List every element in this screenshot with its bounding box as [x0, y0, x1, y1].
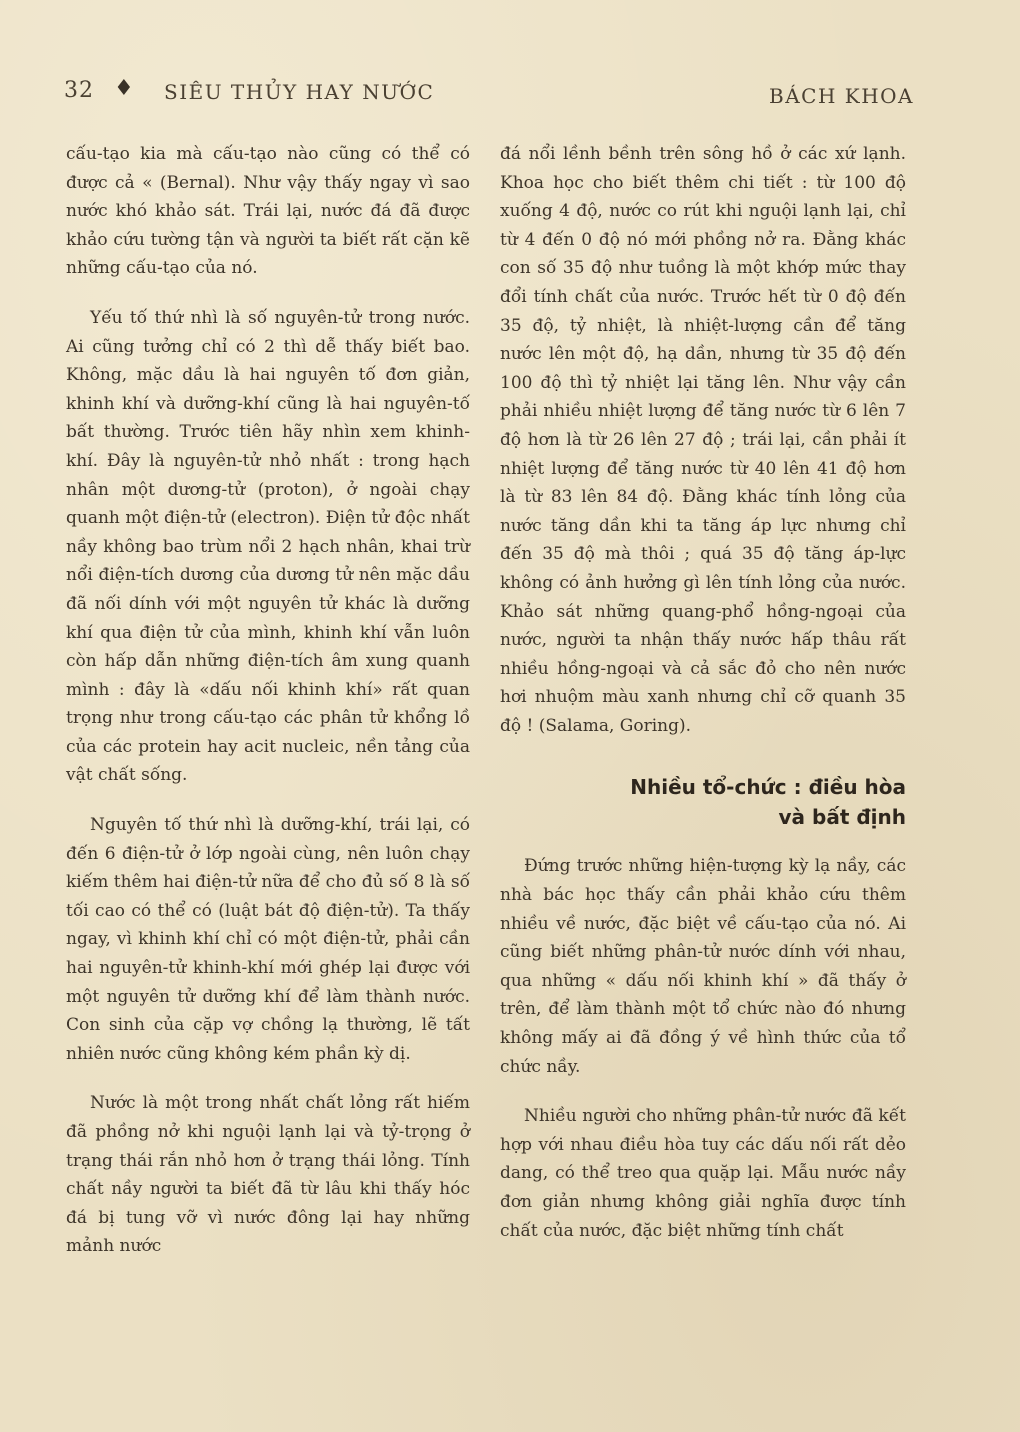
- page-number: 32: [64, 78, 94, 103]
- header-ornament: ♦: [114, 76, 134, 101]
- section-heading-line: và bất định: [778, 805, 906, 830]
- paragraph: cấu-tạo kia mà cấu-tạo nào cũng có thể có được cả « (Bernal). Như vậy thấy ngay vì sao nước khó khảo sát. Trái lại, nước đá đã được khảo cứu tường tận và người ta biết rất cặn kẽ những cấu-tạo của nó.: [66, 144, 470, 279]
- right-column: [500, 140, 906, 1245]
- running-title: SIÊU THỦY HAY NƯỚC: [164, 80, 435, 104]
- paragraph: đá nổi lềnh bềnh trên sông hồ ở các xứ lạnh. Khoa học cho biết thêm chi tiết : từ 100 độ xuống 4 độ, nước co rút khi nguội lạnh lại, chỉ từ 4 đến 0 độ nó mới phồng nở ra. Đằng khác con số 35 độ như tuồng là một khớp mức thay đổi tính chất của nước. Trước hết từ 0 độ đến 35 độ, tỷ nhiệt, là nhiệt-lượng cần để tăng nước lên một độ, hạ dần, nhưng từ 35 độ đến 100 độ thì tỷ nhiệt lại tăng lên. Như vậy cần phải nhiều nhiệt lượng để tăng nước từ 6 lên 7 độ hơn là từ 26 lên 27 độ ; trái lại, cần phải ít nhiệt lượng để tăng nước từ 40 lên 41 độ hơn là từ 83 lên 84 độ. Đằng khác tính lỏng của nước tăng dần khi ta tăng áp lực nhưng chỉ đến 35 độ mà thôi ; quá 35 độ tăng áp-lực không có ảnh hưởng gì lên tính lỏng của nước. Khảo sát những quang-phổ hồng-ngoại của nước, người ta nhận thấy nước hấp thâu rất nhiều hồng-ngoại và cả sắc đỏ cho nên nước hơi nhuộm màu xanh nhưng chỉ cỡ quanh 35 độ ! (Salama, Goring).: [500, 144, 906, 736]
- page-header: [64, 78, 914, 110]
- paragraph: Nước là một trong nhất chất lỏng rất hiếm đã phồng nở khi nguội lạnh lại và tỷ-trọng ở trạng thái rắn nhỏ hơn ở trạng thái lỏng. Tính chất nầy người ta biết đã từ lâu khi thấy hóc đá bị tung vỡ vì nước đông lại hay những mảnh nước: [66, 1093, 470, 1257]
- section-heading: [500, 772, 906, 832]
- paragraph: Nguyên tố thứ nhì là dưỡng-khí, trái lại, có đến 6 điện-tử ở lớp ngoài cùng, nên luôn chạy kiếm thêm hai điện-tử nữa để cho đủ số 8 là số tối cao có thể có (luật bát độ điện-tử). Ta thấy ngay, vì khinh khí chỉ có một điện-tử, phải cần hai nguyên-tử khinh-khí mới ghép lại được với một nguyên tử dưỡng khí để làm thành nước. Con sinh của cặp vợ chồng lạ thường, lẽ tất nhiên nước cũng không kém phần kỳ dị.: [66, 815, 470, 1064]
- journal-name: BÁCH KHOA: [769, 84, 914, 108]
- left-column: [66, 140, 470, 1261]
- paragraph: Đứng trước những hiện-tượng kỳ lạ nầy, các nhà bác học thấy cần phải khảo cứu thêm nhiều về nước, đặc biệt về cấu-tạo của nó. Ai cũng biết những phân-tử nước dính với nhau, qua những « dấu nối khinh khí » đã thấy ở trên, để làm thành một tổ chức nào đó nhưng không mấy ai đã đồng ý về hình thức của tổ chức nầy.: [500, 856, 906, 1077]
- paragraph: Yếu tố thứ nhì là số nguyên-tử trong nước. Ai cũng tưởng chỉ có 2 thì dễ thấy biết bao. Không, mặc dầu là hai nguyên tố đơn giản, khinh khí và dưỡng-khí cũng là hai nguyên-tố bất thường. Trước tiên hãy nhìn xem khinh-khí. Đây là nguyên-tử nhỏ nhất : trong hạch nhân một dương-tử (proton), ở ngoài chạy quanh một điện-tử (electron). Điện tử độc nhất nầy không bao trùm nổi 2 hạch nhân, khai trừ nổi điện-tích dương của dương tử nên mặc dầu đã nối dính với một nguyên tử khác là dưỡng khí qua điện tử của mình, khinh khí vẫn luôn còn hấp dẫn những điện-tích âm xung quanh mình : đây là «dấu nối khinh khí» rất quan trọng như trong cấu-tạo các phân tử khổng lồ của các protein hay acit nucleic, nền tảng của vật chất sống.: [66, 307, 470, 786]
- paragraph: Nhiều người cho những phân-tử nước đã kết hợp với nhau điều hòa tuy các dấu nối rất dẻo dang, có thể treo qua quặp lại. Mẫu nước nầy đơn giản nhưng không giải nghĩa được tính chất của nước, đặc biệt những tính chất: [500, 1106, 906, 1241]
- section-heading-line: Nhiều tổ-chức : điều hòa: [630, 775, 906, 800]
